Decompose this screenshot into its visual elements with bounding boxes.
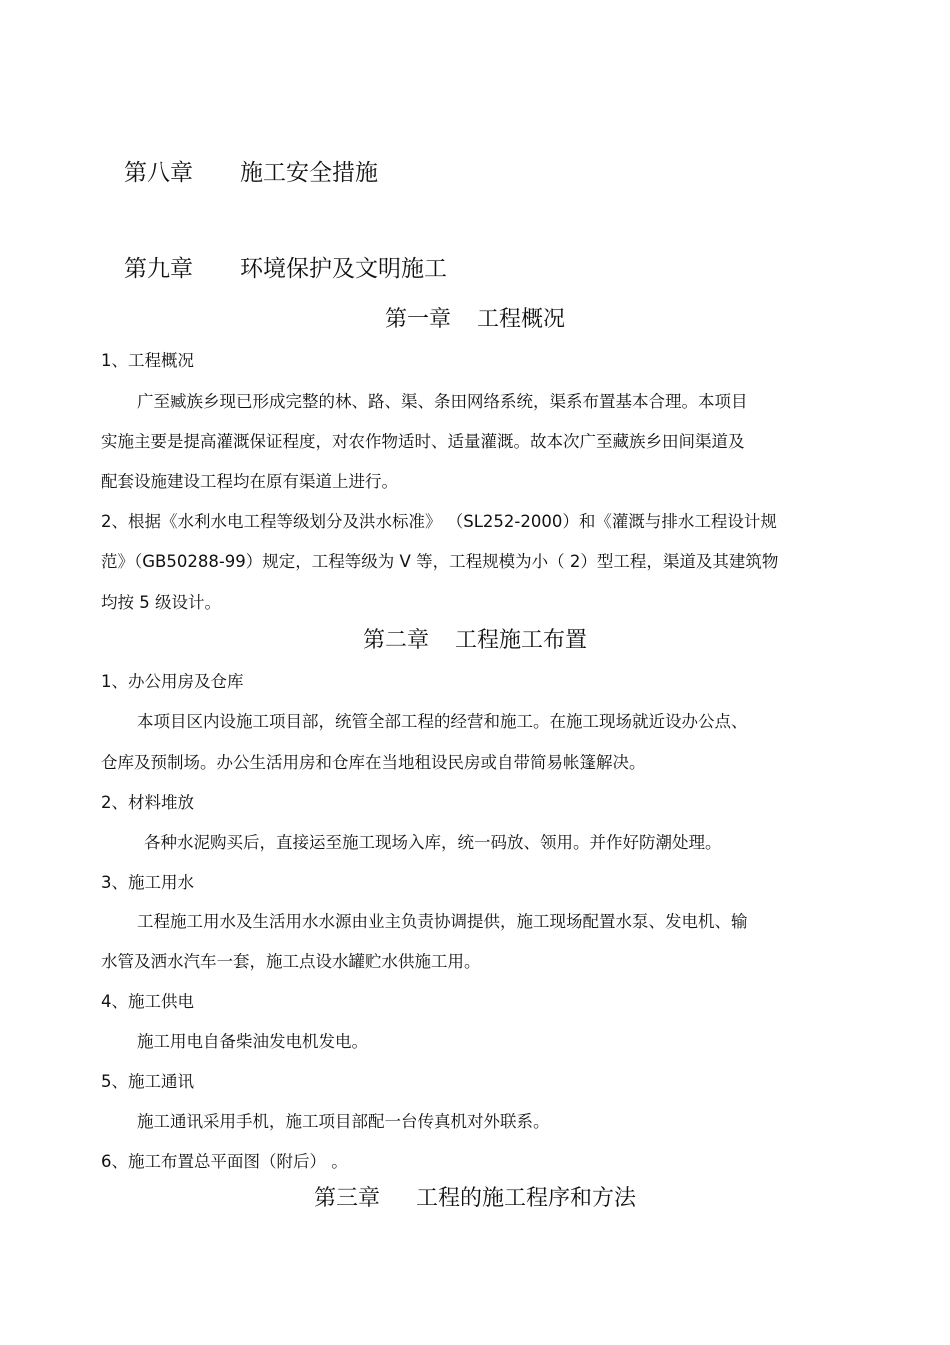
paragraph-line: 各种水泥购买后，直接运至施工现场入库，统一码放、领用。并作好防潮处理。: [144, 833, 722, 852]
section-heading: 2、材料堆放: [101, 793, 194, 812]
paragraph-line: 施工用电自备柴油发电机发电。: [137, 1032, 368, 1051]
paragraph-line: 2、根据《水利水电工程等级划分及洪水标准》 （SL252-2000）和《灌溉与排水工程设计规: [101, 512, 777, 531]
chapter-number: 第一章: [384, 307, 451, 332]
paragraph-line: 广至臧族乡现已形成完整的林、路、渠、条田网络系统，渠系布置基本合理。本项目: [137, 392, 748, 411]
chapter-number: 第二章: [362, 628, 429, 653]
toc-chapter-title: 环境保护及文明施工: [240, 256, 447, 282]
paragraph-line: 工程施工用水及生活用水水源由业主负责协调提供，施工现场配置水泵、发电机、输: [137, 912, 748, 931]
toc-entry-chapter-8: [124, 162, 378, 185]
paragraph-line: 本项目区内设施工项目部，统管全部工程的经营和施工。在施工现场就近设办公点、: [137, 712, 748, 731]
toc-chapter-number: 第九章: [124, 256, 193, 282]
chapter-title: 工程的施工程序和方法: [416, 1186, 637, 1211]
chapter-title: 工程施工布置: [455, 628, 588, 653]
paragraph-line: 实施主要是提高灌溉保证程度，对农作物适时、适量灌溉。故本次广至藏族乡田间渠道及: [101, 432, 745, 451]
paragraph-line: 仓库及预制场。办公生活用房和仓库在当地租设民房或自带简易帐篷解决。: [101, 753, 646, 772]
section-heading: 4、施工供电: [101, 992, 194, 1011]
section-heading: 1、工程概况: [101, 351, 194, 370]
paragraph-line: 水管及洒水汽车一套，施工点设水罐贮水供施工用。: [101, 952, 481, 971]
chapter-title: 工程概况: [477, 307, 566, 332]
paragraph-line: 均按 5 级设计。: [101, 593, 221, 612]
section-heading: 6、施工布置总平面图（附后） 。: [101, 1152, 348, 1171]
toc-entry-chapter-9: [124, 258, 447, 281]
section-heading: 1、办公用房及仓库: [101, 672, 244, 691]
paragraph-line: 范》（GB50288-99）规定，工程等级为 V 等，工程规模为小（ 2）型工程，渠道及其建筑物: [101, 552, 779, 571]
paragraph-line: 施工通讯采用手机，施工项目部配一台传真机对外联系。: [137, 1112, 550, 1131]
section-heading: 5、施工通讯: [101, 1072, 194, 1091]
paragraph-line: 配套设施建设工程均在原有渠道上进行。: [101, 472, 398, 491]
chapter-2-heading: [0, 630, 950, 652]
chapter-3-heading: [0, 1188, 950, 1210]
chapter-1-heading: [0, 309, 950, 331]
toc-chapter-number: 第八章: [124, 160, 193, 186]
toc-chapter-title: 施工安全措施: [240, 160, 378, 186]
chapter-number: 第三章: [313, 1186, 380, 1211]
section-heading: 3、施工用水: [101, 873, 194, 892]
